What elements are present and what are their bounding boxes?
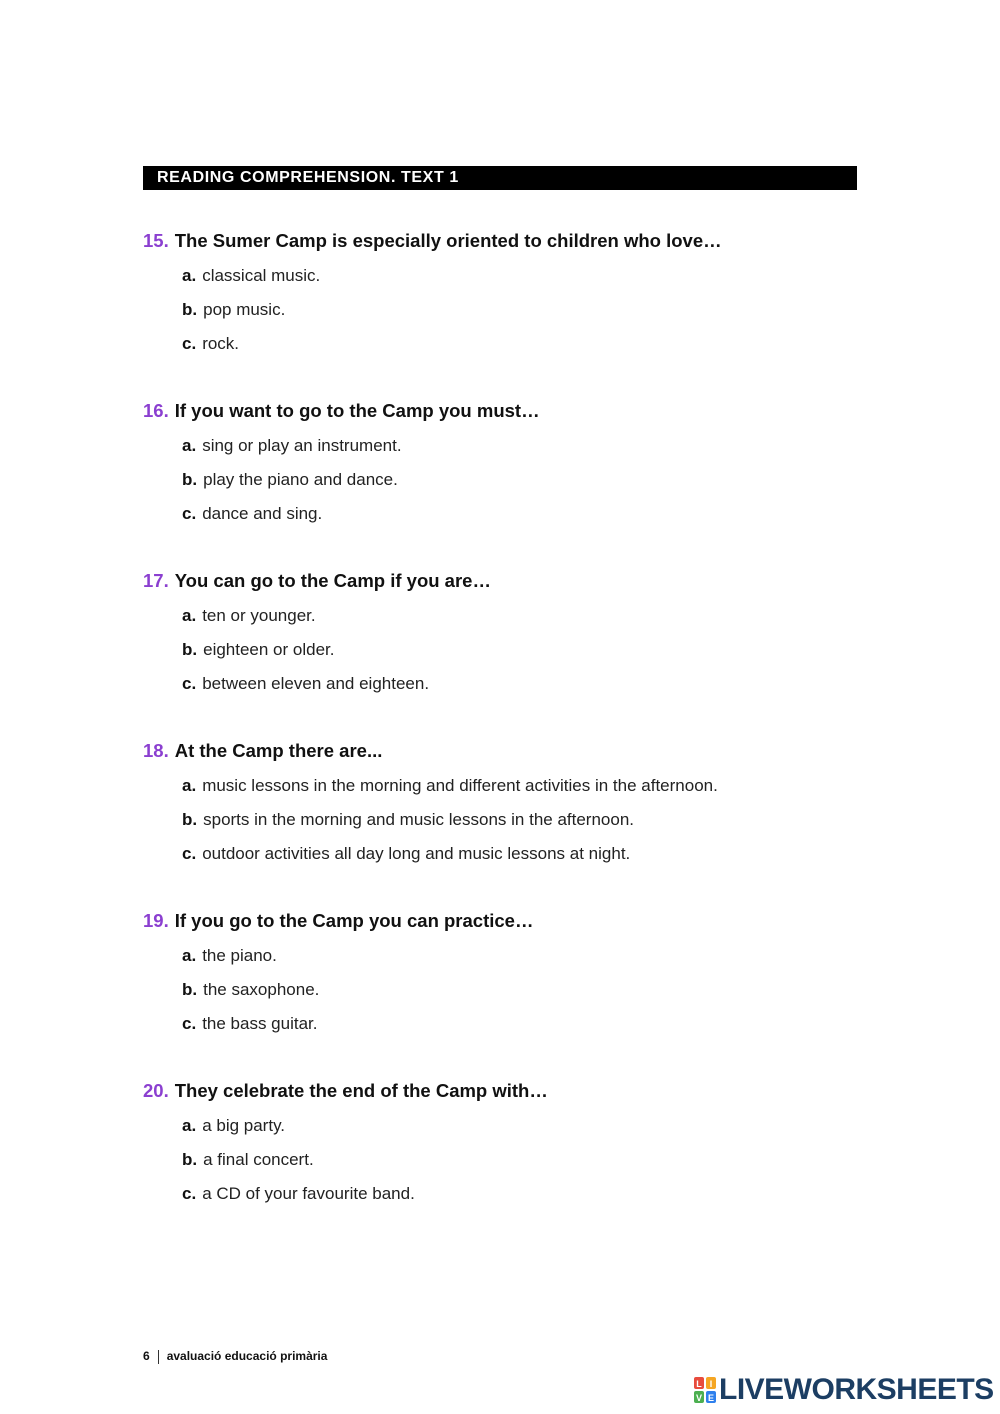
footer-divider bbox=[158, 1350, 159, 1364]
option-text: dance and sing. bbox=[202, 504, 323, 523]
question-heading bbox=[143, 569, 903, 593]
question-15 bbox=[143, 229, 903, 367]
option-list bbox=[182, 1115, 903, 1217]
liveworksheets-logo-icon bbox=[693, 1376, 717, 1404]
option-letter: c. bbox=[182, 1184, 197, 1203]
brand-name: LIVEWORKSHEETS bbox=[719, 1373, 994, 1406]
option-letter: a. bbox=[182, 946, 197, 965]
liveworksheets-brand[interactable] bbox=[693, 1374, 994, 1406]
option-letter: a. bbox=[182, 1116, 197, 1135]
svg-text:V: V bbox=[695, 1393, 703, 1403]
option-list bbox=[182, 775, 903, 877]
option-letter: c. bbox=[182, 504, 197, 523]
option-text: sing or play an instrument. bbox=[202, 436, 402, 455]
option-letter: b. bbox=[182, 300, 198, 319]
question-number: 15. bbox=[143, 230, 169, 251]
option-letter: b. bbox=[182, 1150, 198, 1169]
option-letter: a. bbox=[182, 776, 197, 795]
question-text: If you go to the Camp you can practice… bbox=[174, 910, 534, 931]
option-letter: a. bbox=[182, 266, 197, 285]
option-a[interactable] bbox=[182, 945, 903, 979]
question-16 bbox=[143, 399, 903, 537]
option-c[interactable] bbox=[182, 1183, 903, 1217]
question-number: 20. bbox=[143, 1080, 169, 1101]
option-letter: b. bbox=[182, 810, 198, 829]
option-b[interactable] bbox=[182, 809, 903, 843]
question-text: If you want to go to the Camp you must… bbox=[174, 400, 540, 421]
option-letter: a. bbox=[182, 606, 197, 625]
question-heading bbox=[143, 909, 903, 933]
option-a[interactable] bbox=[182, 435, 903, 469]
footer-text: avaluació educació primària bbox=[166, 1349, 328, 1363]
question-number: 16. bbox=[143, 400, 169, 421]
option-c[interactable] bbox=[182, 673, 903, 707]
question-text: They celebrate the end of the Camp with… bbox=[174, 1080, 548, 1101]
option-a[interactable] bbox=[182, 605, 903, 639]
option-letter: c. bbox=[182, 844, 197, 863]
option-list bbox=[182, 265, 903, 367]
option-letter: c. bbox=[182, 1014, 197, 1033]
option-letter: a. bbox=[182, 436, 197, 455]
question-text: You can go to the Camp if you are… bbox=[174, 570, 491, 591]
question-heading bbox=[143, 229, 903, 253]
option-text: the saxophone. bbox=[203, 980, 320, 999]
question-18 bbox=[143, 739, 903, 877]
option-text: play the piano and dance. bbox=[203, 470, 398, 489]
section-title: READING COMPREHENSION. TEXT 1 bbox=[143, 166, 857, 190]
option-b[interactable] bbox=[182, 299, 903, 333]
option-list bbox=[182, 435, 903, 537]
page-footer bbox=[143, 1349, 327, 1364]
option-a[interactable] bbox=[182, 265, 903, 299]
option-text: a final concert. bbox=[203, 1150, 314, 1169]
question-heading bbox=[143, 399, 903, 423]
option-letter: c. bbox=[182, 334, 197, 353]
option-c[interactable] bbox=[182, 503, 903, 537]
svg-text:E: E bbox=[707, 1393, 715, 1403]
question-17 bbox=[143, 569, 903, 707]
option-letter: b. bbox=[182, 640, 198, 659]
option-c[interactable] bbox=[182, 333, 903, 367]
option-b[interactable] bbox=[182, 639, 903, 673]
svg-text:L: L bbox=[696, 1379, 702, 1389]
option-b[interactable] bbox=[182, 469, 903, 503]
option-text: classical music. bbox=[202, 266, 321, 285]
option-text: ten or younger. bbox=[202, 606, 316, 625]
option-text: pop music. bbox=[203, 300, 286, 319]
option-text: the bass guitar. bbox=[202, 1014, 318, 1033]
option-list bbox=[182, 945, 903, 1047]
option-b[interactable] bbox=[182, 979, 903, 1013]
question-number: 18. bbox=[143, 740, 169, 761]
option-text: between eleven and eighteen. bbox=[202, 674, 430, 693]
option-list bbox=[182, 605, 903, 707]
svg-text:I: I bbox=[709, 1379, 713, 1389]
option-letter: c. bbox=[182, 674, 197, 693]
question-number: 17. bbox=[143, 570, 169, 591]
option-c[interactable] bbox=[182, 1013, 903, 1047]
option-text: eighteen or older. bbox=[203, 640, 335, 659]
option-letter: b. bbox=[182, 980, 198, 999]
question-19 bbox=[143, 909, 903, 1047]
option-text: sports in the morning and music lessons in the afternoon. bbox=[203, 810, 635, 829]
page-number: 6 bbox=[143, 1349, 150, 1363]
option-b[interactable] bbox=[182, 1149, 903, 1183]
question-20 bbox=[143, 1079, 903, 1217]
option-a[interactable] bbox=[182, 1115, 903, 1149]
option-text: the piano. bbox=[202, 946, 277, 965]
question-number: 19. bbox=[143, 910, 169, 931]
option-letter: b. bbox=[182, 470, 198, 489]
option-text: rock. bbox=[202, 334, 240, 353]
question-text: The Sumer Camp is especially oriented to children who love… bbox=[174, 230, 722, 251]
option-a[interactable] bbox=[182, 775, 903, 809]
question-heading bbox=[143, 739, 903, 763]
option-text: music lessons in the morning and different activities in the afternoon. bbox=[202, 776, 718, 795]
option-text: a CD of your favourite band. bbox=[202, 1184, 415, 1203]
option-text: outdoor activities all day long and music lessons at night. bbox=[202, 844, 631, 863]
question-heading bbox=[143, 1079, 903, 1103]
question-text: At the Camp there are... bbox=[174, 740, 383, 761]
option-text: a big party. bbox=[202, 1116, 286, 1135]
option-c[interactable] bbox=[182, 843, 903, 877]
